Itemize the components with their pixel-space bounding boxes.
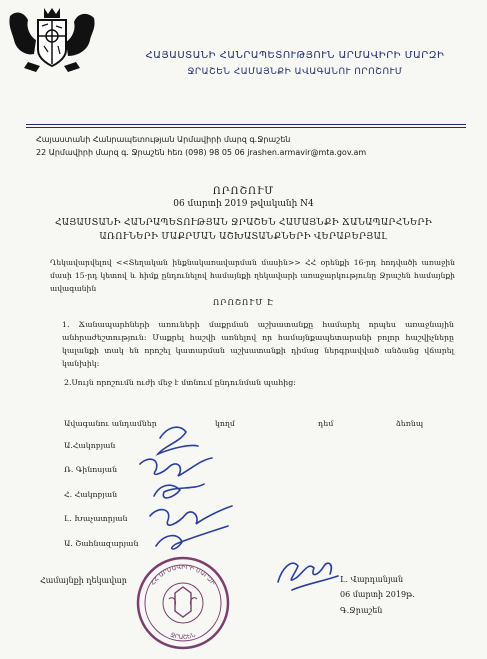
document-title: ՈՐՈՇՈՒՄ — [212, 186, 275, 197]
letterhead-divider — [26, 124, 466, 125]
member-name: Լ. Խաչատրյան — [64, 514, 128, 523]
member-name: Հ. Հակոբյան — [64, 490, 118, 499]
vote-header-members: Ավագանու անդամներ — [64, 419, 157, 428]
member-signatures — [120, 420, 260, 560]
decides-heading: ՈՐՈՇՈՒՄ Է — [212, 298, 275, 307]
document-subject-line-1: ՀԱՅԱՍՏԱՆԻ ՀԱՆՐԱՊԵՏՈՒԹՅԱՆ ՋՐԱՇԵՆ ՀԱՄԱՅՆՔԻ ՃԱՆԱՊԱՐՀՆԵՐԻ — [54, 218, 433, 228]
seal-top-text: ՀՀ ԱՐՄԱՎԻՐԻ ՄԱՐԶԻ — [149, 563, 217, 587]
signatory-title: Համայնքի ղեկավար — [40, 576, 127, 585]
member-signature — [140, 458, 212, 476]
member-signature — [154, 484, 204, 498]
member-name: Ա.Հակոբյան — [64, 441, 116, 450]
letterhead-title: ՀԱՅԱՍՏԱՆԻ ՀԱՆՐԱՊԵՏՈՒԹՅՈՒՆ ԱՐՄԱՎԻՐԻ ՄԱՐԶԻ — [145, 50, 445, 61]
document-subject-line-2: ԱՌՈՒՆԵՐԻ ՄԱՔՐՄԱՆ ԱՇԽԱՏԱՆՔՆԵՐԻ ՎԵՐԱԲԵՐՅԱԼ — [99, 232, 388, 242]
coat-of-arms-icon — [6, 6, 98, 76]
vote-header-against: դեմ — [318, 419, 334, 428]
document-date: 06 մարտի 2019 թվականի N4 — [173, 199, 314, 209]
address-line: Հայաստանի Հանրապետության Արմավիրի մարզ գ.Ջրաշեն — [36, 135, 291, 144]
signature-place: Գ.Ջրաշեն — [340, 606, 383, 615]
legal-basis-paragraph: Ղեկավարվելով <<Տեղական ինքնակառավարման մասին>> ՀՀ օրենքի 16-րդ հոդվածի առաջին մասի 15-րդ կետով և հիմք ընդունելով համայնքի ղեկավարի առաջարկությունը Ջրաշեն համայնքի ավագանին — [50, 258, 455, 293]
member-signature — [158, 427, 198, 454]
member-signature — [150, 506, 232, 525]
letterhead-subtitle: ՋՐԱՇԵՆ ՀԱՄԱՅՆՔԻ ԱՎԱԳԱՆՈՒ ՈՐՈՇՈՒՄ — [187, 67, 403, 77]
decision-point-1: 1. Ճանապարհների առուների մաքրման աշխատանքը համարել որպես առաջնային անհրաժեշտություն: Մաքրել հաշվի առնելով որ համայնքապետարանի բոլոր հաշվիչները կալանքի տակ են որոշել կատարման աշխատանքի դիմաց ներգրավված անձանց վճարել կանխիկ: — [62, 320, 454, 368]
letterhead-divider-thin — [26, 127, 466, 128]
decision-point-2: 2.Սույն որոշումն ուժի մեջ է մտնում ընդունման պահից: — [64, 378, 296, 387]
member-name: Ա. Շահնազարյան — [64, 539, 139, 548]
signatory-name: Լ. Վարդանյան — [340, 575, 404, 584]
contact-line: 22 Արմավիրի մարզ գ. Ջրաշեն հեռ (098) 98 05 06 jrashen.armavir@mta.gov.am — [36, 148, 367, 157]
member-name: Ռ. Գինոսյան — [64, 465, 118, 474]
head-signature — [272, 548, 342, 596]
seal-bottom-text: ՋՐԱՇԵՆ — [169, 631, 197, 642]
vote-header-abstain: ձեռնպ — [396, 419, 424, 428]
vote-header-for: կողմ — [215, 419, 235, 428]
member-signature — [156, 526, 228, 549]
signature-date: 06 մարտի 2019թ. — [340, 590, 415, 599]
official-seal-icon — [135, 555, 231, 651]
